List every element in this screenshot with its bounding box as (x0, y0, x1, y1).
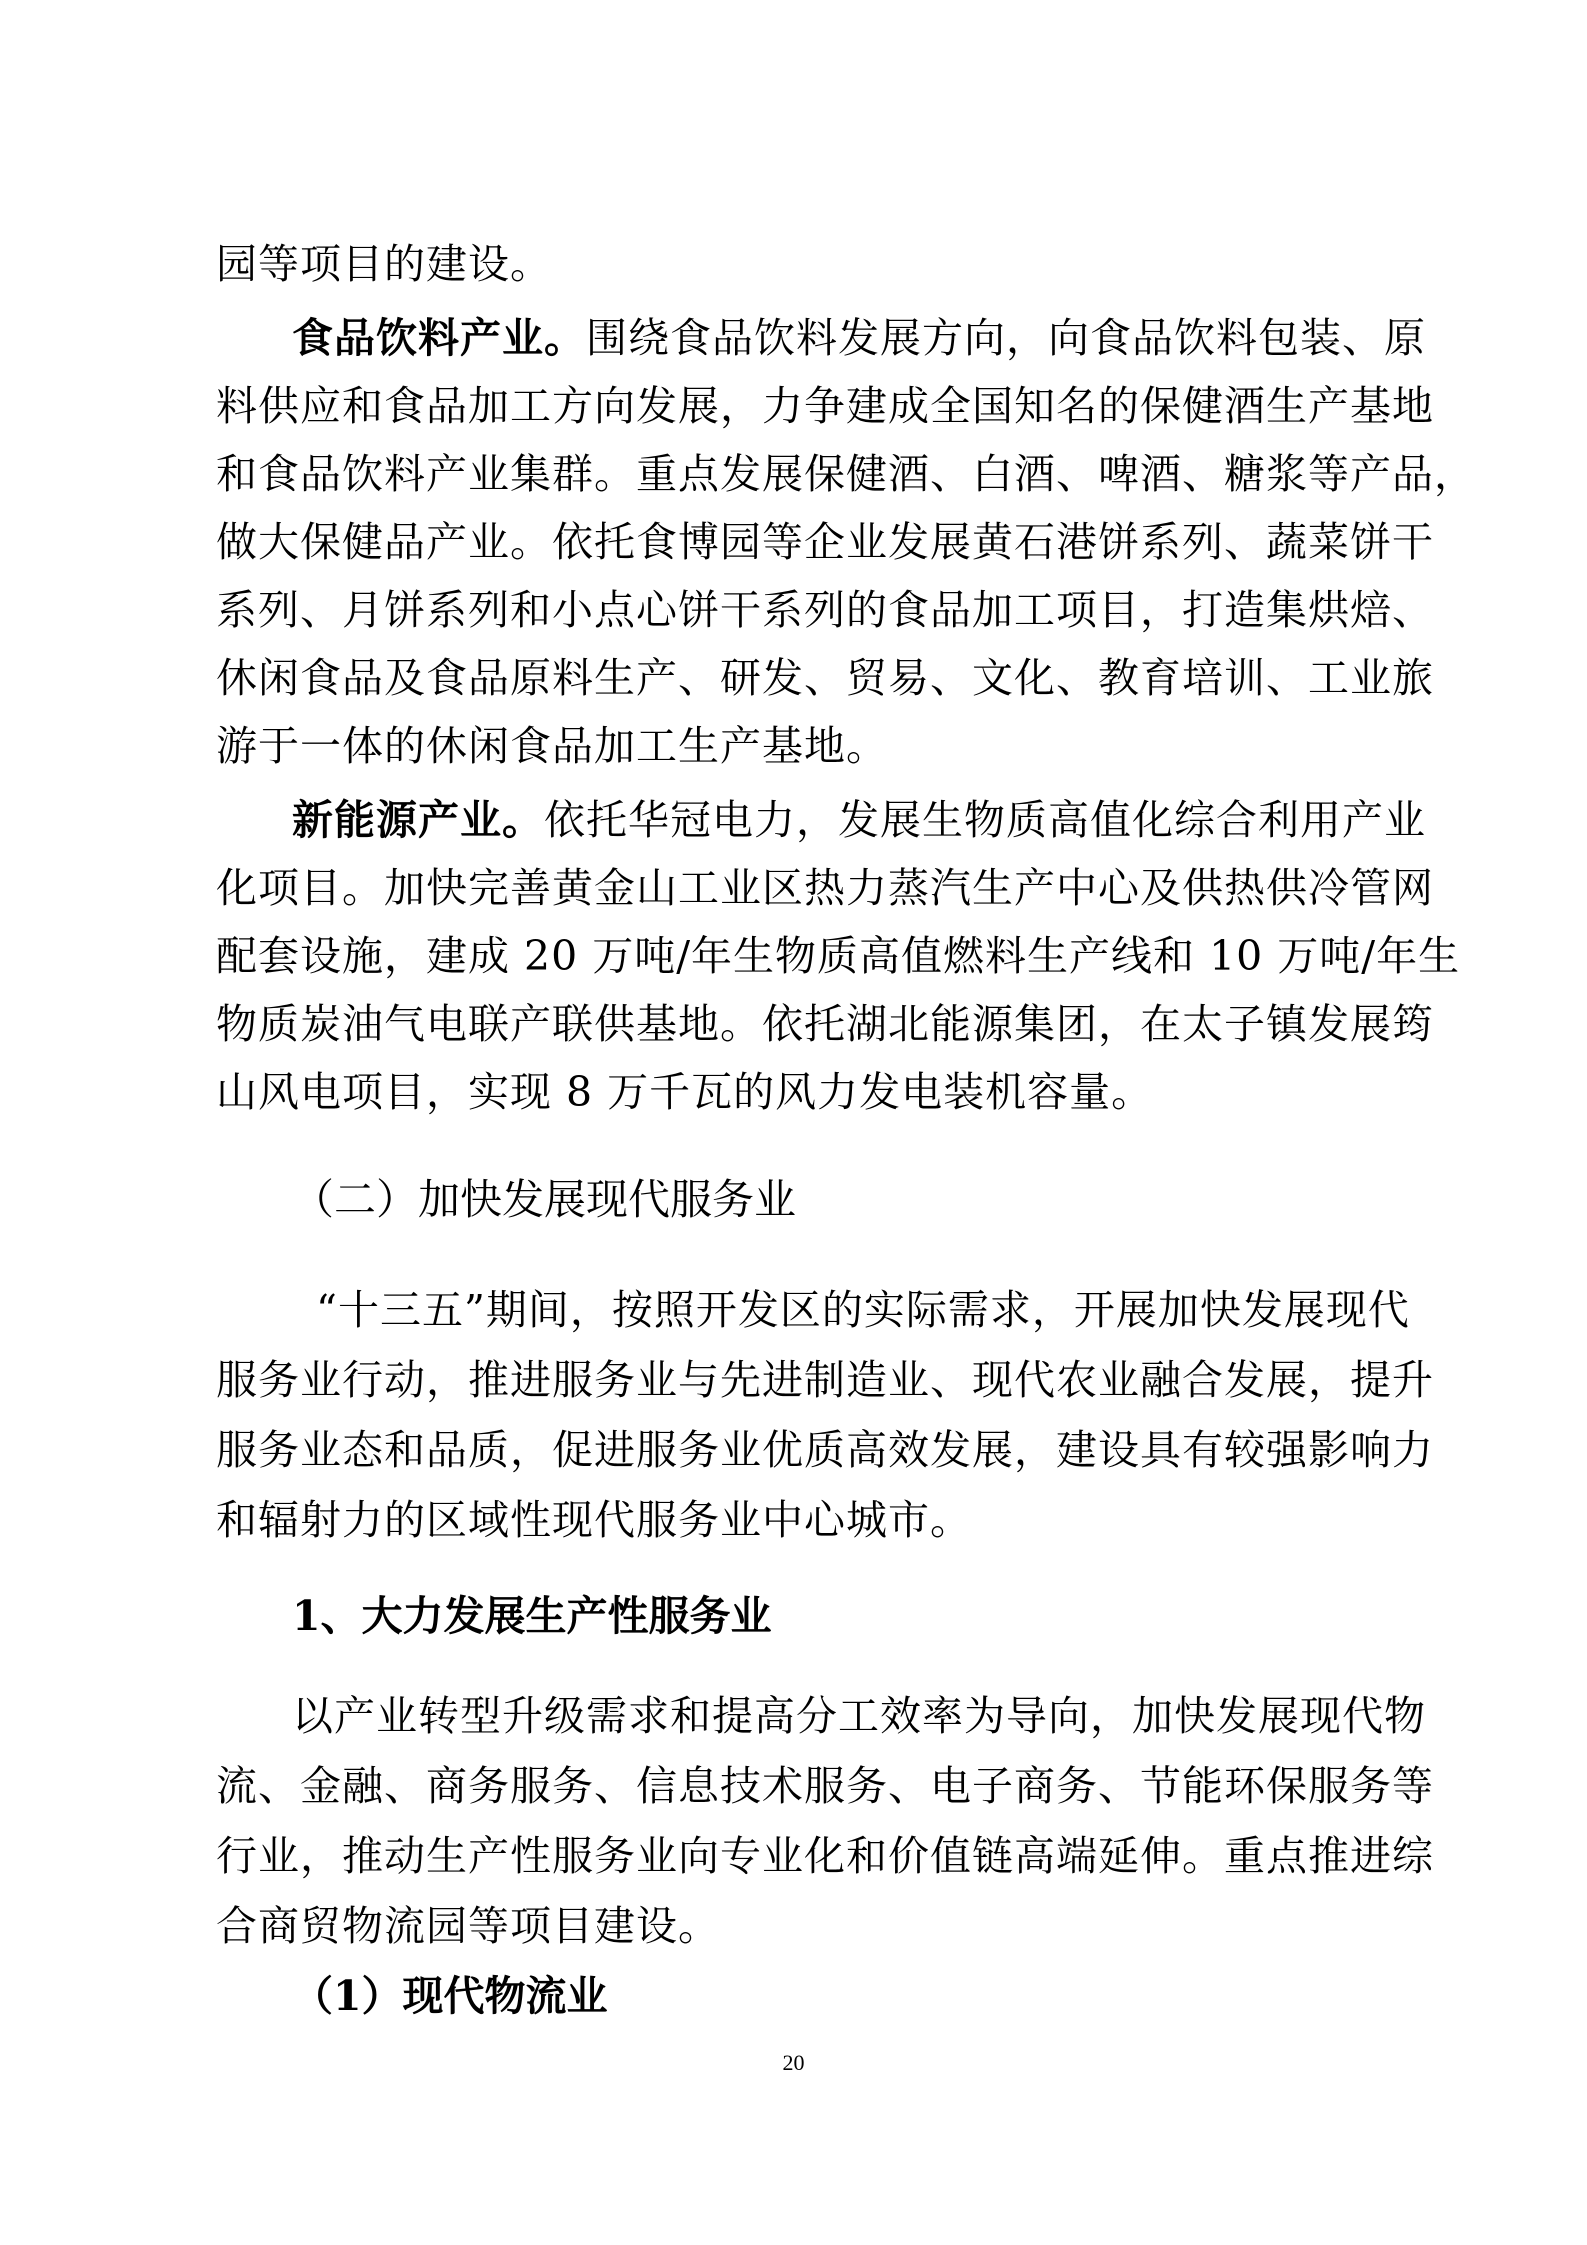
line-text: 化项目。加快完善黄金山工业区热力蒸汽生产中心及供热供冷管网 (216, 864, 1434, 912)
paragraph-line (292, 1688, 1426, 1744)
line-text: 行业，推动生产性服务业向专业化和价值链高端延伸。重点推进综 (216, 1832, 1434, 1880)
subsection-item-heading: （1）现代物流业 (292, 1972, 608, 2020)
line-text: 休闲食品及食品原料生产、研发、贸易、文化、教育培训、工业旅 (216, 654, 1434, 702)
paragraph-line (216, 1492, 1376, 1548)
line-text: 服务业态和品质，促进服务业优质高效发展，建设具有较强影响力 (216, 1426, 1434, 1474)
line-text: 料供应和食品加工方向发展，力争建成全国知名的保健酒生产基地 (216, 382, 1434, 430)
paragraph-line (216, 718, 1376, 774)
line-text: “十三五”期间，按照开发区的实际需求，开展加快发展现代 (316, 1286, 1410, 1334)
paragraph-line (216, 928, 1461, 984)
page-number: 20 (782, 2050, 805, 2075)
paragraph-line (216, 1422, 1434, 1478)
paragraph-line (216, 1758, 1434, 1814)
line-text: 和辐射力的区域性现代服务业中心城市。 (216, 1496, 972, 1544)
section-lead-food: 食品饮料产业。 (292, 314, 586, 362)
paragraph-line (216, 996, 1434, 1052)
line-text: 流、金融、商务服务、信息技术服务、电子商务、节能环保服务等 (216, 1762, 1434, 1810)
section-heading: （二）加快发展现代服务业 (292, 1175, 797, 1224)
line-text: 合商贸物流园等项目建设。 (216, 1902, 720, 1950)
line-text: 游于一体的休闲食品加工生产基地。 (216, 722, 888, 770)
paragraph-line (216, 1828, 1434, 1884)
line-text: 以产业转型升级需求和提高分工效率为导向，加快发展现代物 (292, 1692, 1426, 1740)
line-text: 和食品饮料产业集群。重点发展保健酒、白酒、啤酒、糖浆等产品， (216, 450, 1476, 498)
paragraph-line (292, 792, 1426, 848)
paragraph-line (316, 1282, 1410, 1338)
line-text: 园等项目的建设。 (216, 240, 552, 288)
paragraph-line (216, 860, 1434, 916)
paragraph-line (216, 650, 1434, 706)
line-text: 物质炭油气电联产联供基地。依托湖北能源集团，在太子镇发展筠 (216, 1000, 1434, 1048)
paragraph-line (216, 446, 1476, 502)
paragraph-line (216, 1352, 1434, 1408)
line-text: 服务业行动，推进服务业与先进制造业、现代农业融合发展，提升 (216, 1356, 1434, 1404)
line-text: 做大保健品产业。依托食博园等企业发展黄石港饼系列、蔬菜饼干 (216, 518, 1434, 566)
line-text: 配套设施，建成 20 万吨/年生物质高值燃料生产线和 10 万吨/年生 (216, 932, 1461, 980)
paragraph-line (216, 514, 1434, 570)
subsection-heading: 1、大力发展生产性服务业 (292, 1592, 772, 1640)
line-text: 围绕食品饮料发展方向，向食品饮料包装、原 (586, 314, 1426, 362)
paragraph-line (216, 582, 1434, 638)
paragraph-line (216, 1898, 1376, 1954)
paragraph-line (292, 310, 1426, 366)
line-text: 系列、月饼系列和小点心饼干系列的食品加工项目，打造集烘焙、 (216, 586, 1434, 634)
paragraph-line (216, 236, 1376, 292)
section-lead-energy: 新能源产业。 (292, 796, 544, 844)
paragraph-line (216, 378, 1434, 434)
line-text: 依托华冠电力，发展生物质高值化综合利用产业 (544, 796, 1426, 844)
paragraph-line (216, 1064, 1376, 1120)
line-text: 山风电项目，实现 8 万千瓦的风力发电装机容量。 (216, 1068, 1154, 1116)
